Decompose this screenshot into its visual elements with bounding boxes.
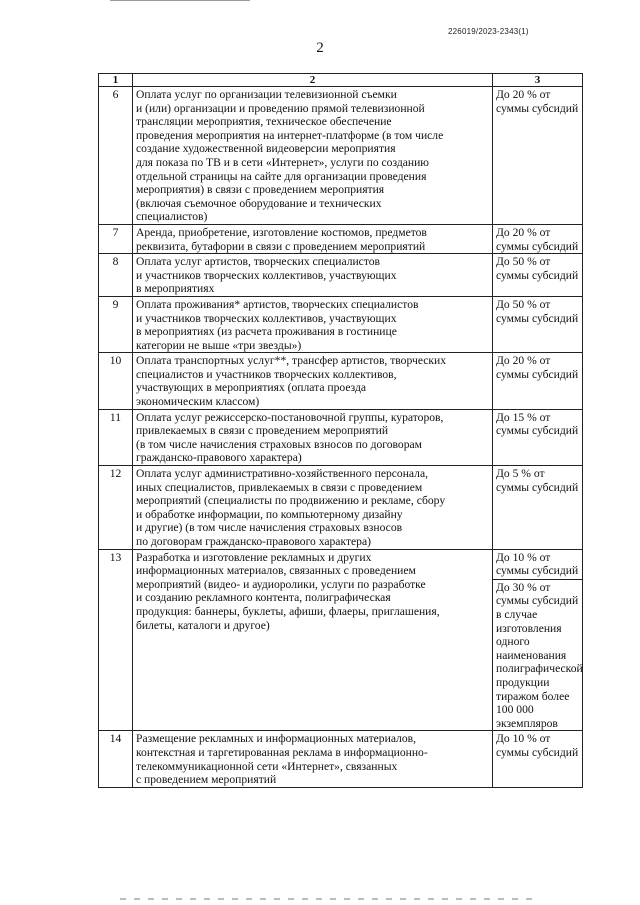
description-line: и участников творческих коллективов, участвующих [136,268,397,282]
row-number: 13 [99,549,133,731]
share-line: одного [496,635,530,649]
share-line: суммы субсидий [496,367,579,381]
share-line: До 20 % от [496,354,551,368]
share-line: тиражом более [496,689,570,703]
share-line: суммы субсидий [496,480,579,494]
share-line: суммы субсидий [496,268,579,282]
description-line: Аренда, приобретение, изготовление костюмов, предметов [136,225,427,239]
description-line: и созданию рекламного контента, полиграфическая [136,591,391,605]
description-line: в мероприятиях [136,282,215,296]
description-line: экономическим классом) [136,395,260,409]
description-line: Оплата услуг режиссерско-постановочной группы, кураторов, [136,410,444,424]
share-line: продукции [496,675,550,689]
description-line: гражданско-правового характера) [136,451,302,465]
share-line: суммы субсидий [496,239,579,253]
description-line: реквизита, бутафории в связи с проведением мероприятий [136,239,426,253]
description-line: телекоммуникационной сети «Интернет», связанных [136,759,398,773]
description-line: мероприятий (видео- и аудиоролики, услуги по разработке [136,577,426,591]
share-line: суммы субсидий [496,424,579,438]
description-line: специалистов) [136,210,208,224]
description-line: Оплата проживания* артистов, творческих специалистов [136,297,419,311]
row-description [133,466,493,550]
row-share [493,353,583,409]
description-line: и другие) (в том числе начисления страховых взносов [136,521,403,535]
row-number: 10 [99,353,133,409]
description-line: информационных материалов, связанных с проведением [136,564,416,578]
description-line: Разработка и изготовление рекламных и других [136,550,372,564]
row-share [493,549,583,731]
table-row [99,731,583,787]
row-number: 6 [99,87,133,225]
description-line: создание художественной видеоверсии мероприятия [136,142,396,156]
header-col-3: 3 [493,74,583,87]
share-alternative [492,579,582,731]
description-line: участвующих в мероприятиях (оплата проезда [136,381,367,395]
row-description [133,296,493,352]
row-share [493,254,583,297]
share-line: До 50 % от [496,297,551,311]
description-line: (в том числе начисления страховых взносов по договорам [136,437,423,451]
table-row [99,296,583,352]
description-line: специалистов и участников творческих коллективов, [136,367,397,381]
description-line: Оплата транспортных услуг**, трансфер артистов, творческих [136,354,447,368]
description-line: мероприятий (специалисты по продвижению и рекламе, сбору [136,494,446,508]
share-line: До 10 % от [496,550,551,564]
table-row [99,549,583,731]
row-share [493,466,583,550]
header-col-2: 2 [133,74,493,87]
description-line: Оплата услуг по организации телевизионной съемки [136,88,397,101]
description-line: мероприятия) в связи с проведением мероприятия [136,183,385,197]
share-line: в случае [496,607,538,621]
row-description [133,87,493,225]
share-line: суммы субсидий [496,594,579,608]
header-col-1: 1 [99,74,133,87]
description-line: по договорам гражданско-правового характера) [136,535,371,548]
row-description [133,409,493,465]
description-line: трансляции мероприятия, техническое обеспечение [136,115,392,129]
share-line: До 10 % от [496,732,551,746]
table-row [99,87,583,225]
share-line: суммы субсидий [496,101,579,115]
subsidy-table [98,73,583,788]
share-line: До 20 % от [496,225,551,239]
share-line: До 15 % от [496,410,551,424]
page-number: 2 [316,40,324,56]
description-line: продукция: баннеры, буклеты, афиши, флаеры, приглашения, [136,604,440,618]
row-share [493,731,583,787]
row-description [133,254,493,297]
share-line: До 30 % от [496,580,551,594]
description-line: отдельной страницы на сайте для организации проведения [136,169,427,183]
row-number: 12 [99,466,133,550]
share-line: До 5 % от [496,467,545,481]
row-number: 14 [99,731,133,787]
row-number: 7 [99,224,133,253]
row-number: 9 [99,296,133,352]
row-number: 8 [99,254,133,297]
share-line: экземпляров [496,716,558,730]
row-share [493,87,583,225]
bottom-faint-marks [120,898,540,900]
row-number: 11 [99,409,133,465]
description-line: билеты, каталоги и другое) [136,618,270,632]
row-description [133,224,493,253]
document-number: 226019/2023-2343(1) [448,27,529,36]
share-line: 100 000 [496,703,534,717]
description-line: с проведением мероприятий [136,773,277,787]
description-line: проведения мероприятия на интернет-платформе (в том числе [136,128,444,142]
row-description [133,353,493,409]
table-row [99,353,583,409]
row-description [133,549,493,731]
description-line: Оплата услуг административно-хозяйственного персонала, [136,467,429,481]
description-line: для показа по ТВ и в сети «Интернет», услуги по созданию [136,155,429,169]
table-row [99,409,583,465]
description-line: привлекаемых в связи с проведением мероприятий [136,424,389,438]
description-line: Оплата услуг артистов, творческих специалистов [136,255,381,269]
description-line: и обработке информации, по компьютерному дизайну [136,507,403,521]
row-share [493,296,583,352]
table-header-row [99,74,583,87]
share-line: суммы субсидий [496,311,579,325]
description-line: в мероприятиях (из расчета проживания в гостинице [136,325,397,339]
description-line: и (или) организации и проведению прямой телевизионной [136,101,425,115]
top-rule [110,0,250,1]
share-line: изготовления [496,621,562,635]
share-line: До 50 % от [496,255,551,269]
row-share [493,224,583,253]
share-line: суммы субсидий [496,745,579,759]
description-line: (включая съемочное оборудование и технических [136,196,382,210]
table-row [99,466,583,550]
table-row [99,224,583,253]
share-line: До 20 % от [496,88,551,101]
row-share [493,409,583,465]
description-line: категории не выше «три звезды») [136,338,302,352]
table-row [99,254,583,297]
description-line: Размещение рекламных и информационных материалов, [136,732,417,746]
row-description [133,731,493,787]
description-line: иных специалистов, привлекаемых в связи с проведением [136,480,423,494]
share-line: наименования [496,648,567,662]
share-line: полиграфической [496,662,583,676]
share-line: суммы субсидий [496,564,579,578]
description-line: и участников творческих коллективов, участвующих [136,311,397,325]
description-line: контекстная и таргетированная реклама в информационно- [136,745,428,759]
